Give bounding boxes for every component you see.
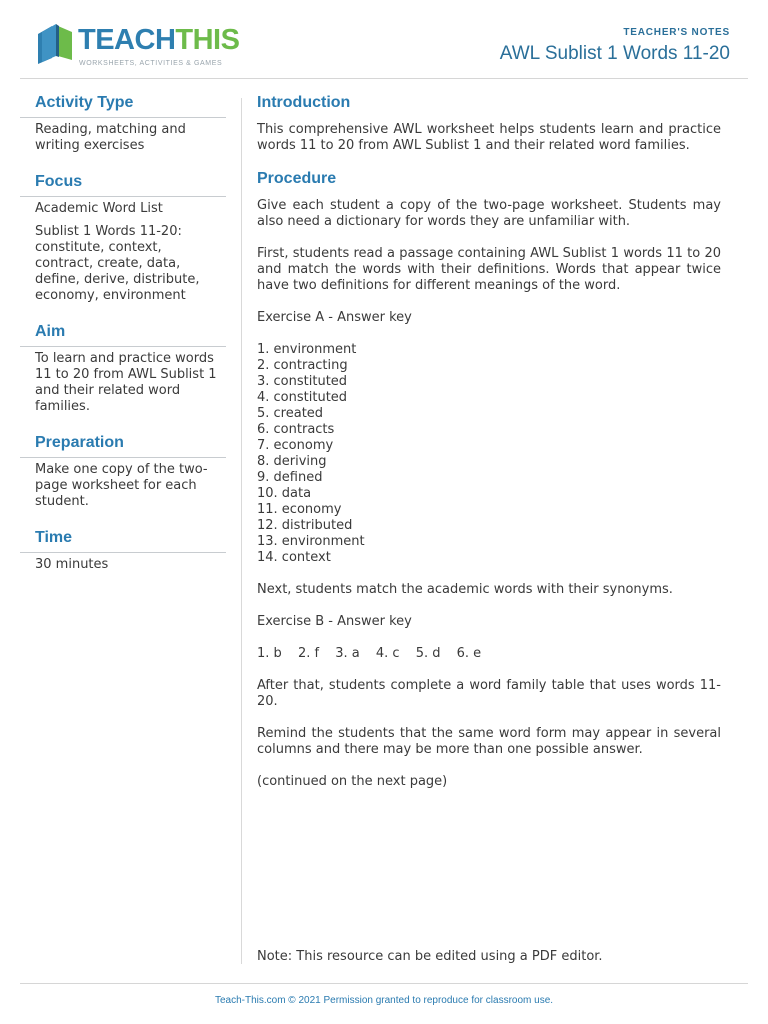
- aim-text: To learn and practice words 11 to 20 from AWL Sublist 1 and their related word families.: [35, 351, 217, 414]
- footer-copyright[interactable]: Teach-This.com © 2021 Permission granted to reproduce for classroom use.: [214, 995, 554, 1006]
- page-header: [20, 18, 748, 79]
- procedure-heading: Procedure: [257, 170, 337, 187]
- answer-item: 3. a: [335, 646, 360, 661]
- answer-item: 14. context: [257, 550, 331, 565]
- answer-item: 2. f: [297, 646, 320, 661]
- exercise-a-label: Exercise A - Answer key: [257, 310, 412, 325]
- teach-this-logo[interactable]: [36, 22, 240, 76]
- procedure-paragraph-5: Remind the students that the same word form may appear in several columns and there may be more than one possible answer.: [257, 726, 721, 757]
- activity-type-section: [20, 94, 226, 154]
- time-section: [20, 529, 226, 573]
- answer-item: 5. created: [257, 406, 324, 421]
- logo-wordmark: TEACHTHIS: [78, 24, 240, 56]
- book-icon: [36, 24, 76, 64]
- procedure-paragraph-4: After that, students complete a word family table that uses words 11-20.: [257, 678, 721, 709]
- activity-type-heading: Activity Type: [20, 94, 226, 118]
- answer-item: 13. environment: [257, 534, 365, 549]
- answer-item: 6. e: [456, 646, 482, 661]
- aim-section: [20, 323, 226, 415]
- footer-divider: [20, 983, 748, 984]
- focus-heading: Focus: [20, 173, 226, 197]
- logo-tagline: WORKSHEETS, ACTIVITIES & GAMES: [79, 60, 223, 67]
- time-text: 30 minutes: [35, 557, 109, 572]
- procedure-paragraph-2: First, students read a passage containing AWL Sublist 1 words 11 to 20 and match the words with their definitions. Words that appear twice have two definitions for different meanings of the word.: [257, 246, 721, 293]
- activity-type-text: Reading, matching and writing exercises: [35, 122, 186, 153]
- time-heading: Time: [20, 529, 226, 553]
- preparation-text: Make one copy of the two-page worksheet for each student.: [35, 462, 208, 509]
- answer-item: 10. data: [257, 486, 312, 501]
- continued-note: (continued on the next page): [257, 774, 448, 789]
- preparation-section: [20, 434, 226, 510]
- exercise-b-answer-list: [257, 646, 721, 662]
- procedure-paragraph-1: Give each student a copy of the two-page worksheet. Students may also need a dictionary for words they are unfamiliar with.: [257, 198, 721, 229]
- aim-heading: Aim: [20, 323, 226, 347]
- answer-item: 4. c: [375, 646, 400, 661]
- answer-item: 9. defined: [257, 470, 323, 485]
- exercise-a-answer-list: [257, 342, 721, 566]
- answer-item: 5. d: [415, 646, 441, 661]
- column-divider: [241, 98, 242, 964]
- focus-section: [20, 173, 226, 304]
- introduction-heading: Introduction: [257, 94, 351, 111]
- answer-item: 4. constituted: [257, 390, 348, 405]
- page-title: AWL Sublist 1 Words 11-20: [499, 43, 730, 64]
- answer-item: 2. contracting: [257, 358, 348, 373]
- answer-item: 8. deriving: [257, 454, 327, 469]
- answer-item: 11. economy: [257, 502, 342, 517]
- pdf-editor-note: Note: This resource can be edited using a PDF editor.: [257, 949, 603, 964]
- introduction-text: This comprehensive AWL worksheet helps students learn and practice words 11 to 20 from AWL Sublist 1 and their related word families.: [257, 122, 721, 153]
- answer-item: 12. distributed: [257, 518, 353, 533]
- sidebar: [20, 94, 226, 592]
- main-content: [257, 94, 721, 806]
- preparation-heading: Preparation: [20, 434, 226, 458]
- answer-item: 1. b: [257, 646, 282, 661]
- teachers-notes-label: TEACHER'S NOTES: [623, 27, 730, 38]
- exercise-b-label: Exercise B - Answer key: [257, 614, 412, 629]
- answer-item: 1. environment: [257, 342, 357, 357]
- focus-word-list: Sublist 1 Words 11-20: constitute, context, contract, create, data, define, derive, distribute, economy, environment: [35, 224, 200, 303]
- procedure-paragraph-3: Next, students match the academic words with their synonyms.: [257, 582, 673, 597]
- answer-item: 7. economy: [257, 438, 334, 453]
- answer-item: 6. contracts: [257, 422, 335, 437]
- focus-text: Academic Word List: [35, 201, 163, 216]
- answer-item: 3. constituted: [257, 374, 348, 389]
